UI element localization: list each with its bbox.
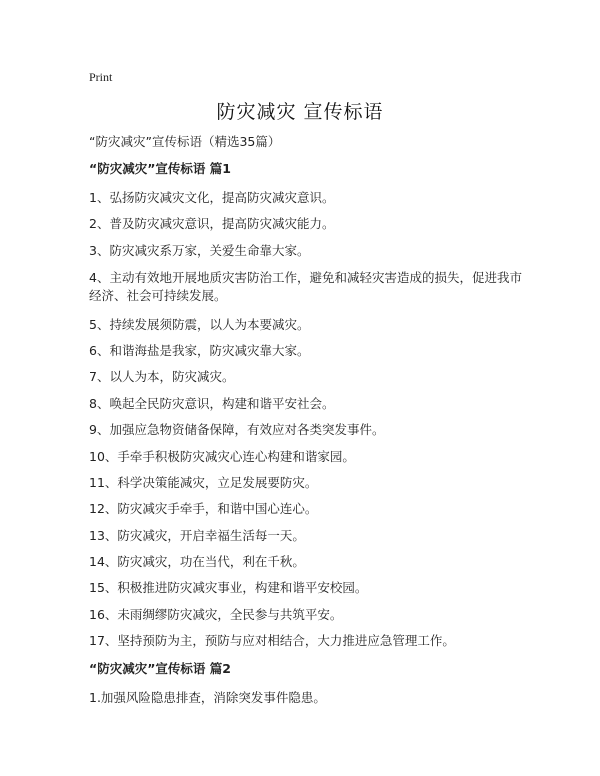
list-item: 11、科学决策能减灾，立足发展要防灾。 bbox=[89, 474, 318, 490]
section-heading: “防灾减灾”宣传标语 篇2 bbox=[89, 660, 231, 676]
list-item: 13、防灾减灾，开启幸福生活每一天。 bbox=[89, 527, 305, 543]
list-item: 6、和谐海盐是我家，防灾减灾靠大家。 bbox=[89, 342, 310, 358]
list-item: 8、唤起全民防灾意识，构建和谐平安社会。 bbox=[89, 395, 335, 411]
list-item: 14、防灾减灾，功在当代，利在千秋。 bbox=[89, 554, 305, 570]
list-item: 5、持续发展须防震，以人为本要减灾。 bbox=[89, 316, 310, 332]
list-item: 1.加强风险隐患排查，消除突发事件隐患。 bbox=[89, 689, 326, 705]
page-subtitle: “防灾减灾”宣传标语（精选35篇） bbox=[89, 134, 281, 149]
list-item: 15、积极推进防灾减灾事业，构建和谐平安校园。 bbox=[89, 580, 368, 596]
section-heading: “防灾减灾”宣传标语 篇1 bbox=[89, 161, 231, 176]
list-item: 1、弘扬防灾减灾文化，提高防灾减灾意识。 bbox=[89, 190, 335, 205]
list-item: 7、以人为本，防灾减灾。 bbox=[89, 369, 235, 385]
list-item: 17、坚持预防为主，预防与应对相结合，大力推进应急管理工作。 bbox=[89, 633, 455, 649]
list-item: 10、手牵手积极防灾减灾心连心构建和谐家园。 bbox=[89, 448, 355, 464]
list-item: 2、普及防灾减灾意识，提高防灾减灾能力。 bbox=[89, 216, 335, 232]
list-item: 12、防灾减灾手牵手，和谐中国心连心。 bbox=[89, 501, 318, 517]
list-item: 3、防灾减灾系万家，关爱生命靠大家。 bbox=[89, 242, 310, 258]
list-item: 9、加强应急物资储备保障，有效应对各类突发事件。 bbox=[89, 422, 385, 438]
page-title: 防灾减灾 宣传标语 bbox=[216, 101, 384, 123]
list-item: 16、未雨绸缪防灾减灾，全民参与共筑平安。 bbox=[89, 606, 343, 622]
print-link[interactable]: Print bbox=[89, 70, 113, 84]
document-body bbox=[89, 160, 529, 716]
list-item: 4、主动有效地开展地质灾害防治工作，避免和减轻灾害造成的损失，促进我市经济、社会可持续发展。 bbox=[89, 270, 522, 304]
